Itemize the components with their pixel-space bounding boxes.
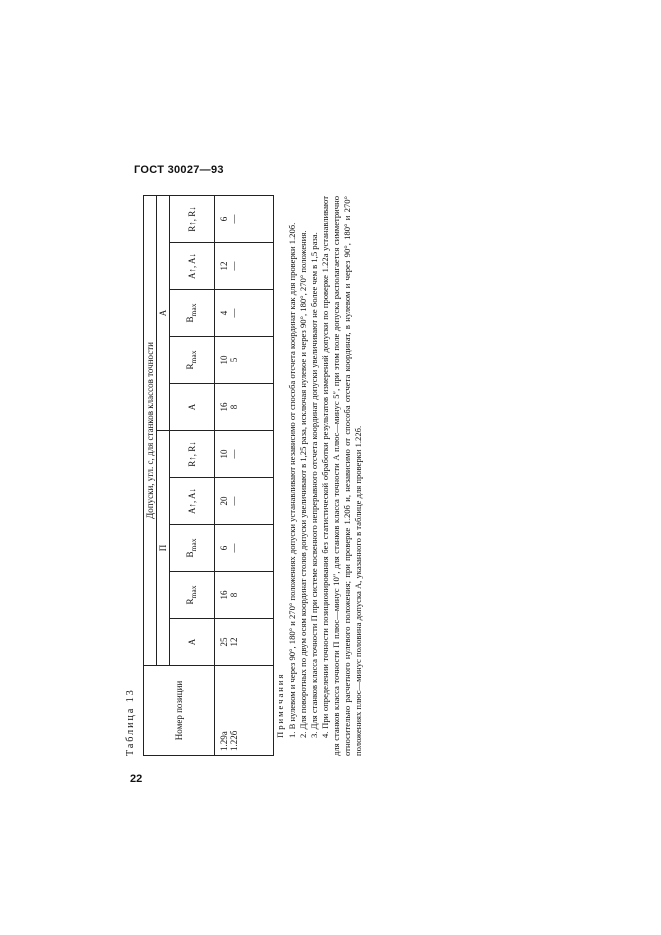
- subcol-a: A: [170, 619, 215, 666]
- value-cell: 10 —: [215, 431, 274, 478]
- class-a-header: А: [157, 195, 170, 430]
- value-cell: 6 —: [215, 525, 274, 572]
- value-cell: 16 8: [215, 572, 274, 619]
- value-cell: 4 —: [215, 290, 274, 337]
- value-cell: 6 —: [215, 195, 274, 242]
- value-cell: 16 8: [215, 384, 274, 431]
- value-cell: 20 —: [215, 478, 274, 525]
- subcol-r-max: $R_{max}$: [170, 337, 215, 384]
- subcol-r-max: $R_{max}$: [170, 572, 215, 619]
- value-cell: 25 12: [215, 619, 274, 666]
- subcol-r-arrows: R↑, R↓: [170, 195, 215, 242]
- note-item: 3. Для станков класса точности П при системе косвенного непрерывного отсчета координат допуски увеличивают не более чем в 1,5 раза.: [309, 232, 319, 738]
- col-position-header: Номер позиции: [144, 666, 215, 756]
- tolerance-table: [143, 195, 274, 756]
- page-number: 22: [130, 773, 143, 785]
- table-row: [215, 195, 274, 755]
- subcol-a-arrows: A↑, A↓: [170, 243, 215, 290]
- subcol-r-arrows: R↑, R↓: [170, 431, 215, 478]
- subcol-a: A: [170, 384, 215, 431]
- notes-title: Примечания: [275, 672, 285, 738]
- notes-block: [275, 196, 364, 756]
- table-caption: Таблица 13: [125, 688, 136, 756]
- subcol-b-max: $B_{max}$: [170, 290, 215, 337]
- position-cell: 1.29а 1.22б: [215, 666, 274, 756]
- subcol-b-max: $B_{max}$: [170, 525, 215, 572]
- note-item: 2. Для поворотных по двум осям координат столов допуски увеличивают в 1,25 раза, исключая нулевое и через 90°, 180°, 270° положения.: [298, 230, 308, 738]
- rotated-content: [125, 196, 363, 756]
- value-cell: 10 5: [215, 337, 274, 384]
- col-group-header: Допуски, угл. с, для станков классов точности: [144, 195, 157, 665]
- value-cell: 12 —: [215, 243, 274, 290]
- class-p-header: П: [157, 431, 170, 666]
- note-item: 4. При определении точности позиционирования без статистической обработки результатов измерений допуски по проверке 1.22а устанавливают для станков класса точности П плюс—минус 10″, для станков класса точности А плюс—минус 5″, при этом поле допуска располагается симметрично относительно расчетного нулевого положения; при проверке 1.20б и, независимо от способа отсчета координат, в нулевом и через 90°, 180° и 270° положениях плюс—минус половина допуска А, указанного в таблице для проверки 1.22б.: [320, 196, 363, 756]
- document-code: ГОСТ 30027—93: [134, 164, 224, 176]
- note-item: 1. В нулевом и через 90°, 180° и 270° положениях допуски устанавливают независимо от способа отсчета координат как для проверки 1.20б.: [287, 222, 297, 738]
- subcol-a-arrows: A↑, A↓: [170, 478, 215, 525]
